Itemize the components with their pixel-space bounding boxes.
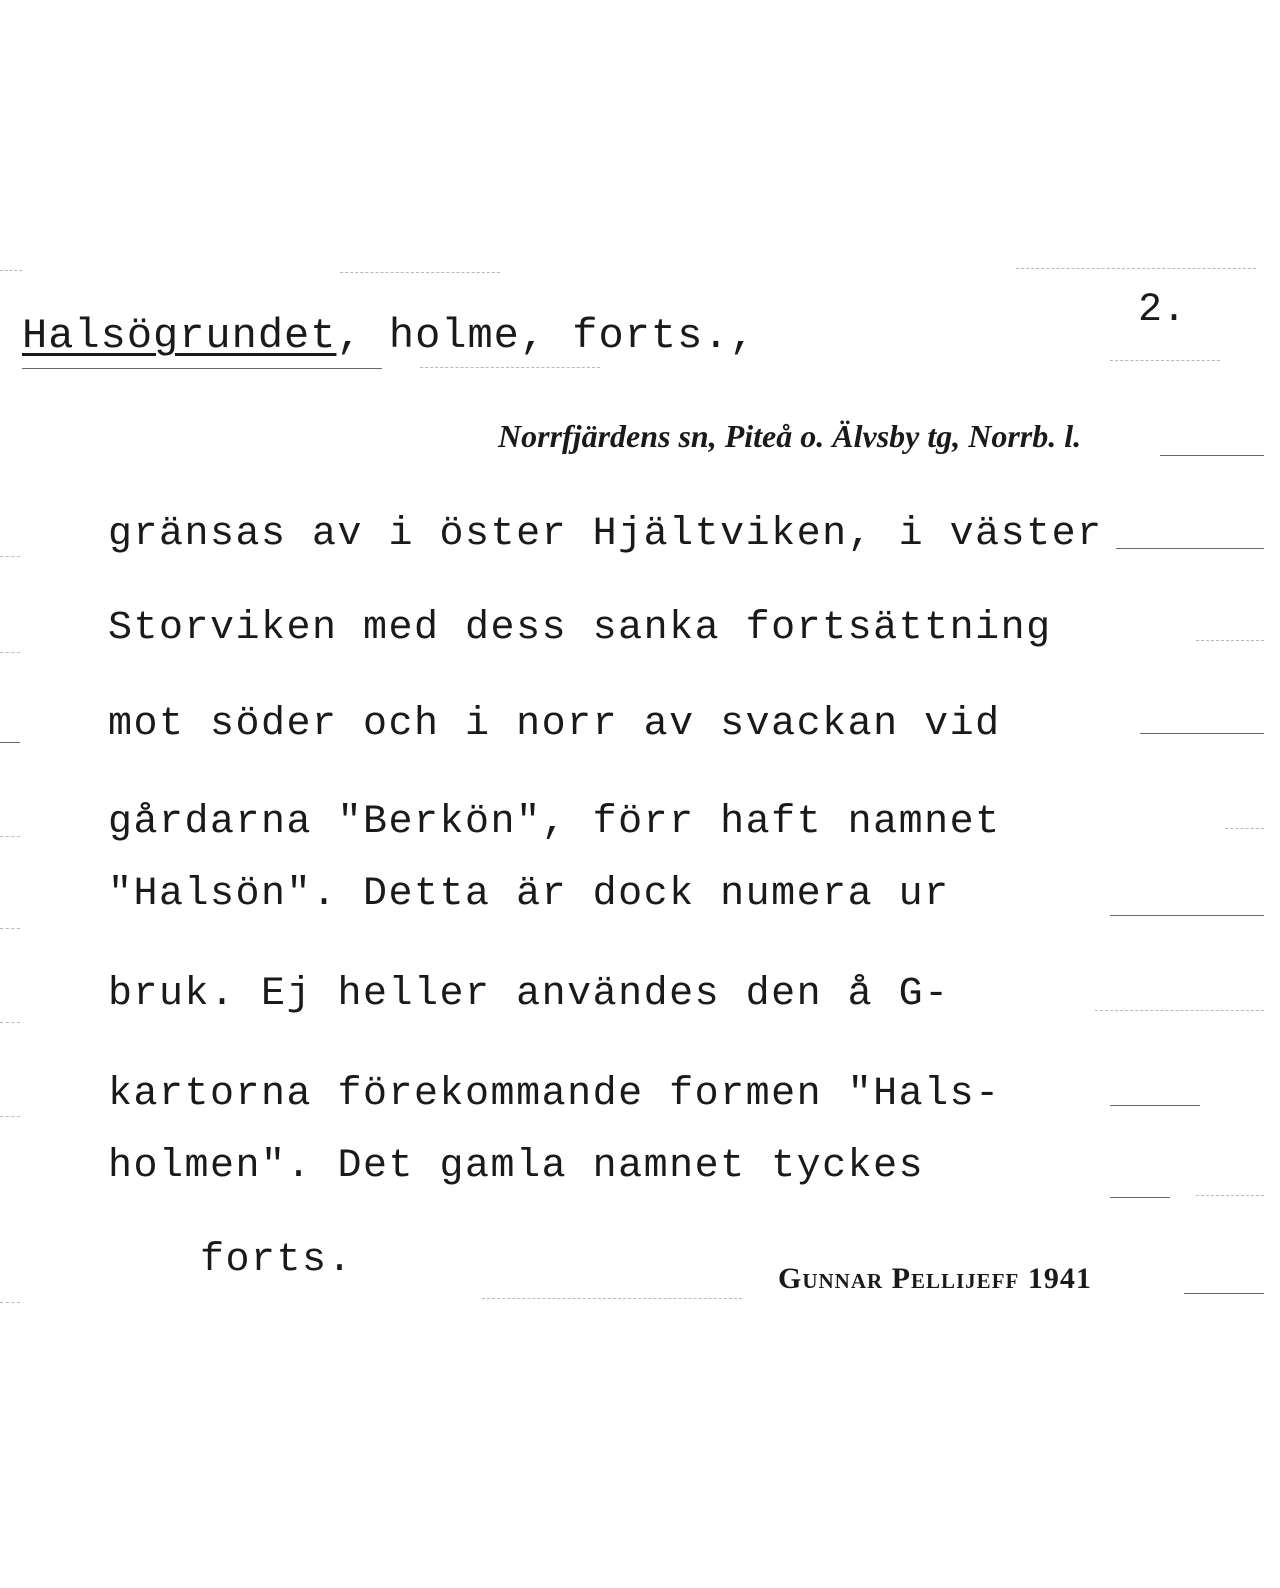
body-line-8: holmen". Det gamla namnet tyckes bbox=[108, 1144, 925, 1189]
guide-line bbox=[1110, 1105, 1200, 1106]
signature: Gunnar Pellijeff 1941 bbox=[778, 1262, 1092, 1295]
guide-line bbox=[340, 272, 500, 273]
guide-line bbox=[1196, 640, 1264, 641]
guide-line bbox=[1184, 1293, 1264, 1294]
body-line-9: forts. bbox=[200, 1238, 354, 1283]
guide-line bbox=[1196, 1195, 1264, 1196]
body-line-5: "Halsön". Detta är dock numera ur bbox=[108, 872, 950, 917]
guide-line bbox=[1110, 360, 1220, 361]
guide-line bbox=[22, 368, 382, 369]
headword: Halsögrundet bbox=[22, 312, 337, 360]
guide-line bbox=[0, 742, 20, 743]
body-line-4: gårdarna "Berkön", förr haft namnet bbox=[108, 800, 1001, 845]
guide-line bbox=[420, 367, 600, 368]
guide-line bbox=[1225, 828, 1264, 829]
body-line-1: gränsas av i öster Hjältviken, i väster bbox=[108, 512, 1103, 557]
guide-line bbox=[0, 652, 20, 653]
guide-line bbox=[0, 1022, 20, 1023]
guide-line bbox=[0, 556, 20, 557]
guide-line bbox=[1095, 1010, 1264, 1011]
guide-line bbox=[0, 270, 22, 271]
guide-line bbox=[1116, 548, 1264, 549]
guide-line bbox=[1110, 915, 1264, 916]
heading-rest: , holme, forts., bbox=[336, 312, 756, 360]
guide-line bbox=[1160, 455, 1264, 456]
location-line: Norrfjärdens sn, Piteå o. Älvsby tg, Norrb. l. bbox=[498, 418, 1082, 454]
body-line-3: mot söder och i norr av svackan vid bbox=[108, 702, 1001, 747]
guide-line bbox=[0, 1116, 20, 1117]
body-line-6: bruk. Ej heller användes den å G- bbox=[108, 972, 950, 1017]
guide-line bbox=[1110, 1197, 1170, 1198]
body-line-7: kartorna förekommande formen "Hals- bbox=[108, 1072, 1001, 1117]
guide-line bbox=[0, 836, 20, 837]
guide-line bbox=[0, 1302, 20, 1303]
guide-line bbox=[1016, 268, 1256, 269]
guide-line bbox=[482, 1298, 742, 1299]
body-line-2: Storviken med dess sanka fortsättning bbox=[108, 606, 1052, 651]
guide-line bbox=[0, 928, 20, 929]
card-number: 2. bbox=[1138, 288, 1187, 333]
guide-line bbox=[1140, 733, 1264, 734]
entry-heading bbox=[22, 312, 756, 360]
